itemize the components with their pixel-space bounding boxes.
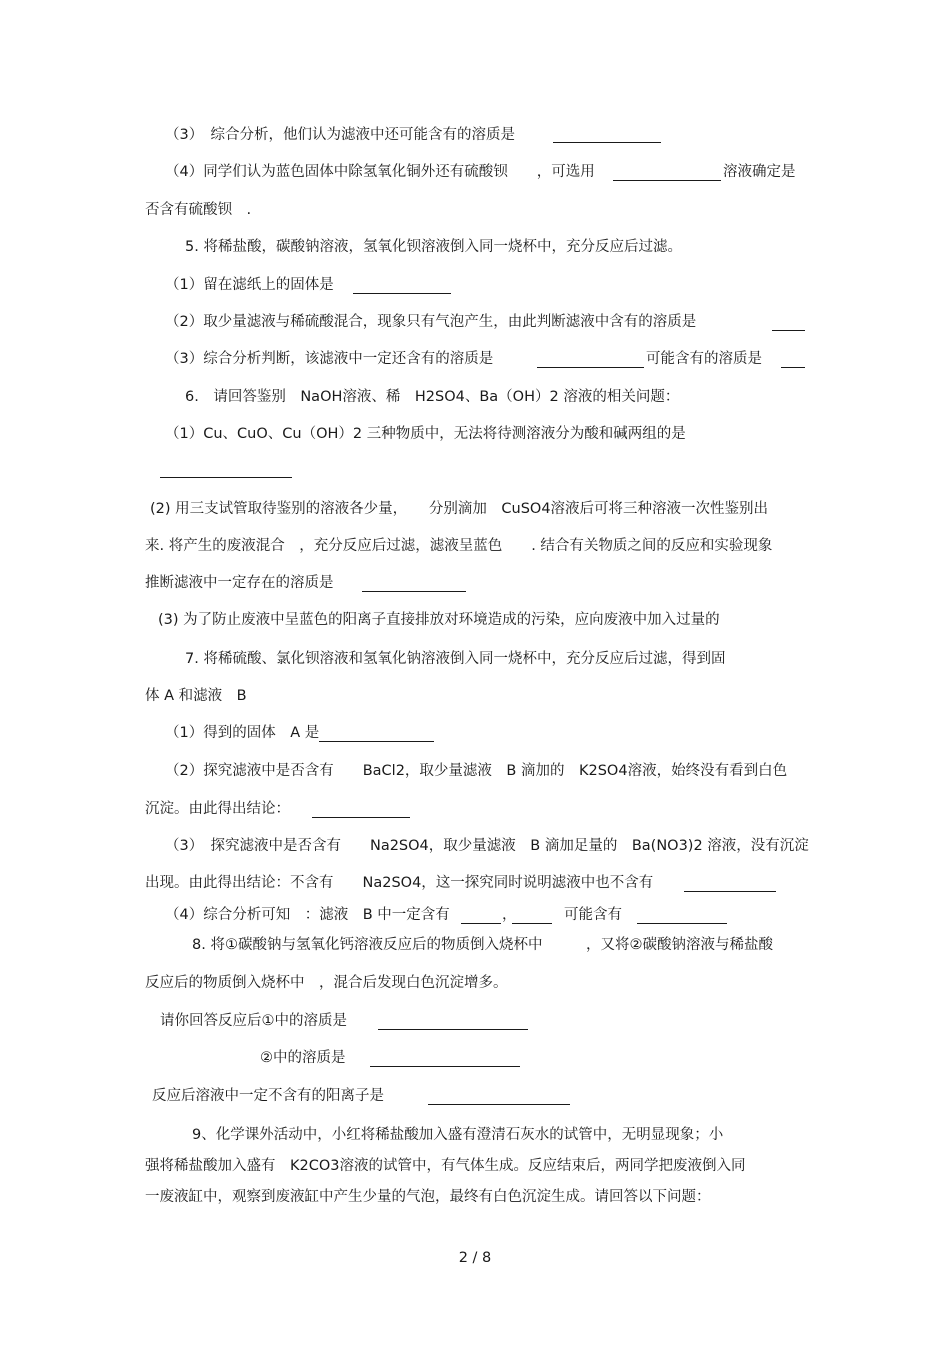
answer-blank[interactable] bbox=[772, 316, 805, 331]
answer-blank[interactable] bbox=[781, 353, 805, 368]
q8-3-text: 反应后溶液中一定不含有的阳离子是 bbox=[152, 1088, 384, 1104]
q7-3-text: （3） 探究滤液中是否含有 Na2SO4，取少量滤液 B 滴加足量的 Ba(NO3)2 溶液，没有沉淀 bbox=[165, 838, 809, 854]
answer-blank[interactable] bbox=[553, 128, 661, 143]
q7-4-text-tail: 可能含有 bbox=[564, 907, 622, 923]
answer-blank[interactable] bbox=[512, 909, 552, 924]
q9-stem: 9、化学课外活动中，小红将稀盐酸加入盛有澄清石灰水的试管中，无明显现象；小 bbox=[192, 1127, 724, 1143]
q4-4-text-cont: 否含有硫酸钡 . bbox=[145, 202, 252, 218]
q7-3-text-cont: 出现。由此得出结论：不含有 Na2SO4，这一探究同时说明滤液中也不含有 bbox=[145, 875, 654, 891]
answer-blank[interactable] bbox=[537, 353, 644, 368]
q5-stem: 5. 将稀盐酸，碳酸钠溶液，氢氧化钡溶液倒入同一烧杯中，充分反应后过滤。 bbox=[185, 239, 682, 255]
answer-blank[interactable] bbox=[613, 166, 721, 181]
q6-2-text-cont: 来. 将产生的废液混合 ，充分反应后过滤，滤液呈蓝色 . 结合有关物质之间的反应和实验现象 bbox=[145, 538, 773, 554]
q7-stem: 7. 将稀硫酸、氯化钡溶液和氢氧化钠溶液倒入同一烧杯中，充分反应后过滤，得到固 bbox=[185, 651, 726, 667]
q4-4-text: （4）同学们认为蓝色固体中除氢氧化铜外还有硫酸钡 ，可选用 bbox=[165, 164, 595, 180]
q9-stem-cont: 强将稀盐酸加入盛有 K2CO3溶液的试管中，有气体生成。反应结束后，两同学把废液倒入同 bbox=[145, 1158, 746, 1174]
q8-1-text: 请你回答反应后①中的溶质是 bbox=[160, 1013, 347, 1029]
q6-1-text: （1）Cu、CuO、Cu（OH）2 三种物质中，无法将待测溶液分为酸和碱两组的是 bbox=[165, 426, 686, 442]
answer-blank[interactable] bbox=[684, 877, 776, 892]
answer-blank[interactable] bbox=[637, 909, 727, 924]
q4-3-text: （3） 综合分析，他们认为滤液中还可能含有的溶质是 bbox=[165, 127, 515, 143]
answer-blank[interactable] bbox=[353, 279, 451, 294]
q6-2-text: (2) 用三支试管取待鉴别的溶液各少量， 分别滴加 CuSO4溶液后可将三种溶液一次性鉴别出 bbox=[150, 501, 769, 517]
q7-2-text: （2）探究滤液中是否含有 BaCl2，取少量滤液 B 滴加的 K2SO4溶液，始终没有看到白色 bbox=[165, 763, 788, 779]
q5-3-text: （3）综合分析判断，该滤液中一定还含有的溶质是 bbox=[165, 351, 494, 367]
q5-2-text: （2）取少量滤液与稀硫酸混合，现象只有气泡产生，由此判断滤液中含有的溶质是 bbox=[165, 314, 697, 330]
q8-stem-cont: 反应后的物质倒入烧杯中 ，混合后发现白色沉淀增多。 bbox=[145, 975, 508, 991]
q7-stem-cont: 体 A 和滤液 B bbox=[145, 688, 247, 704]
answer-blank[interactable] bbox=[370, 1052, 520, 1067]
q4-4-text-tail: 溶液确定是 bbox=[723, 164, 796, 180]
q6-2-text-cont2: 推断滤液中一定存在的溶质是 bbox=[145, 575, 334, 591]
answer-blank[interactable] bbox=[319, 727, 434, 742]
q8-2-text: ②中的溶质是 bbox=[260, 1050, 346, 1066]
answer-blank[interactable] bbox=[362, 577, 466, 592]
q5-3-text-tail: 可能含有的溶质是 bbox=[646, 351, 762, 367]
q5-1-text: （1）留在滤纸上的固体是 bbox=[165, 277, 334, 293]
answer-blank[interactable] bbox=[378, 1015, 528, 1030]
answer-blank[interactable] bbox=[461, 909, 501, 924]
q6-stem: 6. 请回答鉴别 NaOH溶液、稀 H2SO4、Ba（OH）2 溶液的相关问题： bbox=[185, 389, 680, 405]
answer-blank[interactable] bbox=[160, 463, 292, 478]
answer-blank[interactable] bbox=[312, 803, 410, 818]
q7-4-sep: ， bbox=[502, 907, 517, 923]
q7-4-text: （4）综合分析可知 ：滤液 B 中一定含有 bbox=[165, 907, 450, 923]
page-number: 2 / 8 bbox=[458, 1250, 492, 1266]
q7-2-text-cont: 沉淀。由此得出结论： bbox=[145, 801, 290, 817]
answer-blank[interactable] bbox=[428, 1090, 570, 1105]
q7-1-text: （1）得到的固体 A 是 bbox=[165, 725, 320, 741]
q9-stem-cont2: 一废液缸中，观察到废液缸中产生少量的气泡，最终有白色沉淀生成。请回答以下问题： bbox=[145, 1189, 711, 1205]
q6-3-text: (3) 为了防止废液中呈蓝色的阳离子直接排放对环境造成的污染，应向废液中加入过量的 bbox=[158, 612, 720, 628]
q8-stem: 8. 将①碳酸钠与氢氧化钙溶液反应后的物质倒入烧杯中 ，又将②碳酸钠溶液与稀盐酸 bbox=[192, 937, 773, 953]
